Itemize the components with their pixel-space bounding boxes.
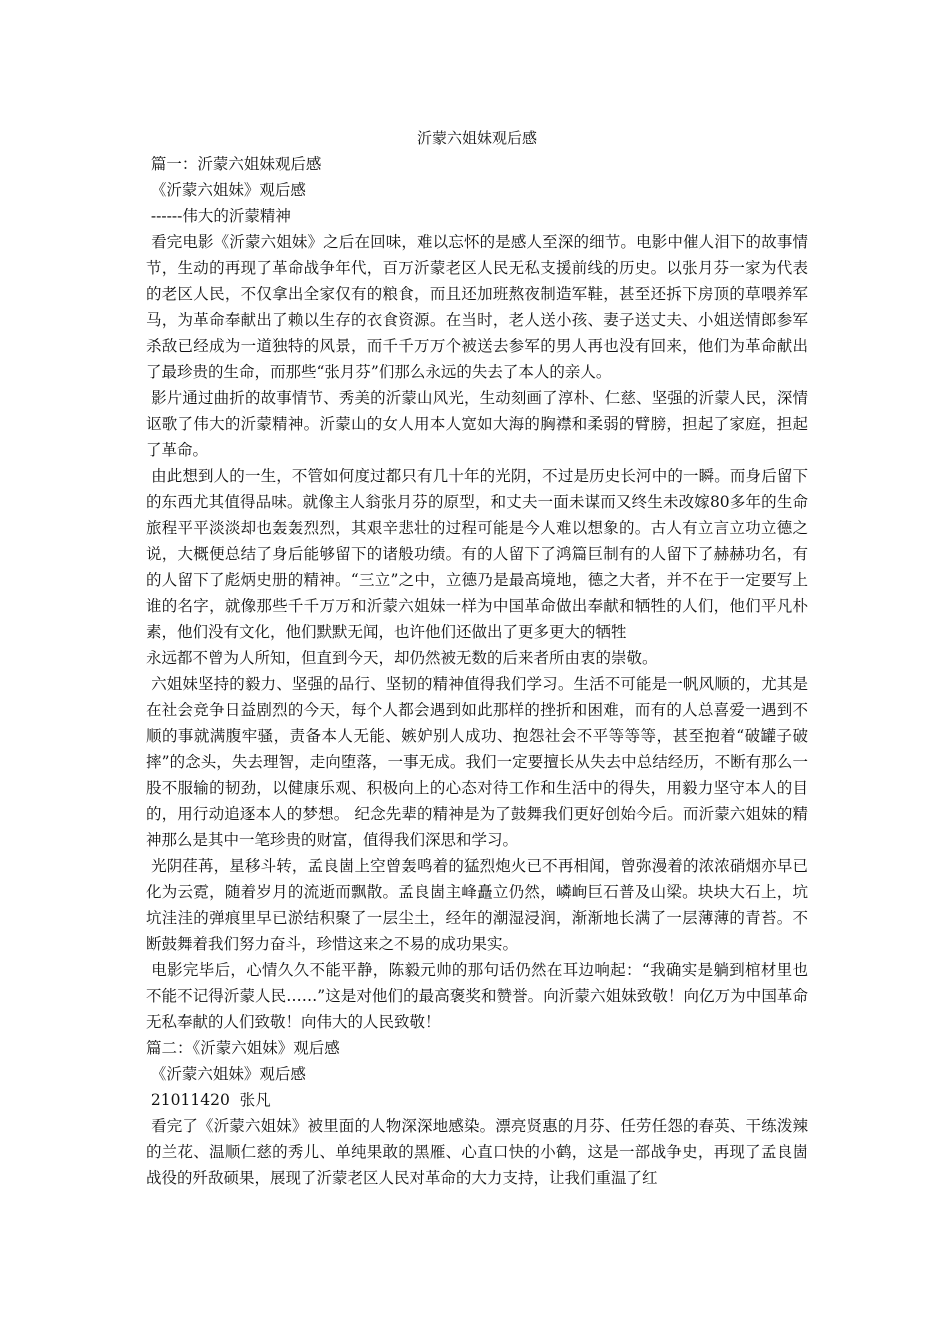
paragraph-5: 六姐妹坚持的毅力、坚强的品行、坚韧的精神值得我们学习。生活不可能是一帆风顺的，尤其是在社会竞争日益剧烈的今天，每个人都会遇到如此那样的挫折和困难，而有的人总喜爱一遇到不顺的事就满腹牢骚，责备本人无能、嫉妒别人成功、抱怨社会不平等等等，甚至抱着“破罐子破摔”的念头，失去理智，走向堕落，一事无成。我们一定要擅长从失去中总结经历，不断有那么一股不服输的韧劲，以健康乐观、积极向上的心态对待工作和生活中的得失，用毅力坚守本人的目的，用行动追逐本人的梦想。 纪念先辈的精神是为了鼓舞我们更好创始今后。而沂蒙六姐妹的精神那么是其中一笔珍贵的财富，值得我们深思和学习。 bbox=[146, 675, 808, 849]
author-line: 21011420 张凡 bbox=[146, 1091, 271, 1109]
paragraph-1: 看完电影《沂蒙六姐妹》之后在回味，难以忘怀的是感人至深的细节。电影中催人泪下的故事情节，生动的再现了革命战争年代，百万沂蒙老区人民无私支援前线的历史。以张月芬一家为代表的老区人民，不仅拿出全家仅有的粮食，而且还加班熬夜制造军鞋，甚至还拆下房顶的草喂养军马，为革命奉献出了赖以生存的衣食资源。在当时，老人送小孩、妻子送丈夫、小姐送情郎参军杀敌已经成为一道独特的风景，而千千万万个被送去参军的男人再也没有回来，他们为革命献出了最珍贵的生命，而那些“张月芬”们那么永远的失去了本人的亲人。 bbox=[146, 233, 808, 381]
paragraph-7: 电影完毕后，心情久久不能平静，陈毅元帅的那句话仍然在耳边响起：“我确实是躺到棺材里也不能不记得沂蒙人民……”这是对他们的最高褒奖和赞誉。向沂蒙六姐妹致敬！向亿万为中国革命无私奉献的人们致敬！向伟大的人民致敬！ bbox=[146, 961, 808, 1031]
subtitle-2: ------伟大的沂蒙精神 bbox=[146, 207, 291, 225]
paragraph-2: 影片通过曲折的故事情节、秀美的沂蒙山风光，生动刻画了淳朴、仁慈、坚强的沂蒙人民，深情讴歌了伟大的沂蒙精神。沂蒙山的女人用本人宽如大海的胸襟和柔弱的臂膀，担起了家庭，担起了革命。 bbox=[146, 389, 808, 459]
paragraph-4: 永远都不曾为人所知，但直到今天，却仍然被无数的后来者所由衷的崇敬。 bbox=[146, 649, 658, 667]
document-body bbox=[146, 125, 808, 1191]
paragraph-8: 看完了《沂蒙六姐妹》被里面的人物深深地感染。漂亮贤惠的月芬、任劳任怨的春英、干练泼辣的兰花、温顺仁慈的秀儿、单纯果敢的黑雁、心直口快的小鹤，这是一部战争史，再现了孟良崮战役的歼敌硕果，展现了沂蒙老区人民对革命的大力支持，让我们重温了红 bbox=[146, 1117, 808, 1187]
document-title: 沂蒙六姐妹观后感 bbox=[416, 129, 537, 147]
section-heading-1: 篇一：沂蒙六姐妹观后感 bbox=[146, 155, 322, 173]
paragraph-3: 由此想到人的一生，不管如何度过都只有几十年的光阴，不过是历史长河中的一瞬。而身后留下的东西尤其值得品味。就像主人翁张月芬的原型，和丈夫一面未谋而又终生未改嫁80多年的生命旅程平平淡淡却也轰轰烈烈，其艰辛悲壮的过程可能是今人难以想象的。古人有立言立功立德之说，大概便总结了身后能够留下的诸般功绩。有的人留下了鸿篇巨制有的人留下了赫赫功名，有的人留下了彪炳史册的精神。“三立”之中，立德乃是最高境地，德之大者，并不在于一定要写上谁的名字，就像那些千千万万和沂蒙六姐妹一样为中国革命做出奉献和牺牲的人们，他们平凡朴素，他们没有文化，他们默默无闻，也许他们还做出了更多更大的牺牲 bbox=[146, 467, 808, 641]
section-heading-2: 篇二：《沂蒙六姐妹》观后感 bbox=[146, 1039, 340, 1057]
subtitle-3: 《沂蒙六姐妹》观后感 bbox=[146, 1065, 306, 1083]
subtitle-1: 《沂蒙六姐妹》观后感 bbox=[146, 181, 306, 199]
paragraph-6: 光阴荏苒，星移斗转，孟良崮上空曾轰鸣着的猛烈炮火已不再相闻，曾弥漫着的浓浓硝烟亦早已化为云霓，随着岁月的流逝而飘散。孟良崮主峰矗立仍然，嶙峋巨石普及山梁。块块大石上，坑坑洼洼的弹痕里早已淤结积聚了一层尘土，经年的潮湿浸润，渐渐地长满了一层薄薄的青苔。不断鼓舞着我们努力奋斗，珍惜这来之不易的成功果实。 bbox=[146, 857, 808, 953]
